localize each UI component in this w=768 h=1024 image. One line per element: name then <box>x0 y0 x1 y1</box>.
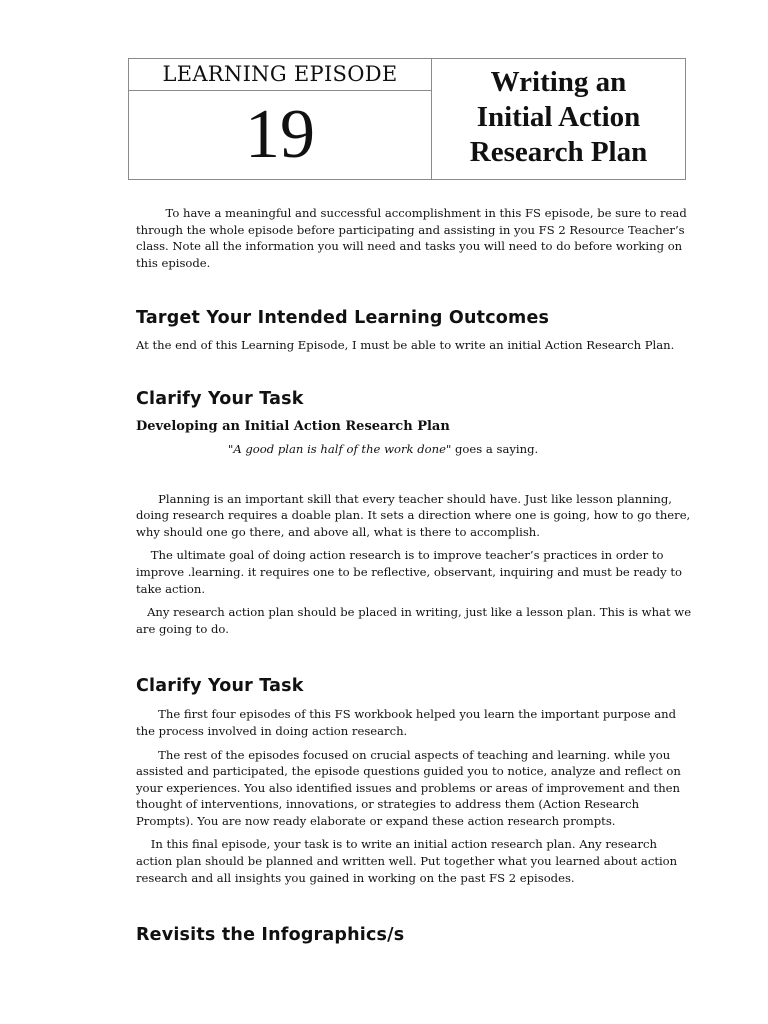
episode-id-cell <box>129 59 432 179</box>
episode-header-table <box>128 58 686 180</box>
goal-paragraph: The ultimate goal of doing action research is to improve teacher’s practices in order to improve .learning. it requires one to be reflective, observant, inquiring and must be ready to take action. <box>136 548 686 596</box>
episode-title <box>432 59 685 179</box>
plan-writing-paragraph: Any research action plan should be placed in writing, just like a lesson plan. This is what we are going to do. <box>136 605 695 636</box>
episode-title-line-1: Writing an <box>490 65 627 98</box>
learning-outcomes-text: At the end of this Learning Episode, I must be able to write an initial Action Research Plan. <box>136 338 675 353</box>
planning-paragraph: Planning is an important skill that every teacher should have. Just like lesson planning, doing research requires a doable plan. It sets a direction where one is going, how to go there, why should one go there, and above all, what is there to accomplish. <box>136 491 694 539</box>
episode-title-line-3: Research Plan <box>469 135 648 168</box>
episode-label: LEARNING EPISODE <box>129 59 431 91</box>
episode-title-line-2: Initial Action <box>476 100 641 133</box>
document-body <box>136 205 695 946</box>
intro-paragraph: To have a meaningful and successful accomplishment in this FS episode, be sure to read through the whole episode before participating and assisting in you FS 2 Resource Teacher’s class. Note all the information you will need and tasks you will need to do before working on this episode. <box>136 206 691 270</box>
clarify-task-heading: Clarify Your Task <box>136 388 304 409</box>
rest-episodes-paragraph: The rest of the episodes focused on crucial aspects of teaching and learning. while you assisted and participated, the episode questions guided you to notice, analyze and reflect on your experiences. You also identified issues and problems or areas of improvement and then thought of interventions, innovations, or strategies to address them (Action Research Prompts). You are now ready elaborate or expand these action research prompts. <box>136 747 685 828</box>
first-episodes-paragraph: The first four episodes of this FS workbook helped you learn the important purpose and the process involved in doing action research. <box>136 707 680 738</box>
infographics-heading: Revisits the Infographics/s <box>136 925 405 946</box>
episode-number: 19 <box>245 96 315 173</box>
developing-plan-subheading: Developing an Initial Action Research Plan <box>136 418 450 434</box>
quote-text: "A good plan is half of the work done" <box>228 441 452 456</box>
learning-outcomes-heading: Target Your Intended Learning Outcomes <box>136 308 550 329</box>
quote-line <box>136 441 692 458</box>
clarify-task-heading-2: Clarify Your Task <box>136 676 304 697</box>
final-episode-paragraph: In this final episode, your task is to write an initial action research plan. Any research action plan should be planned and written well. Put together what you learned about action research and all insights you gained in working on the past FS 2 episodes. <box>136 837 681 885</box>
quote-suffix: goes a saying. <box>451 441 539 456</box>
